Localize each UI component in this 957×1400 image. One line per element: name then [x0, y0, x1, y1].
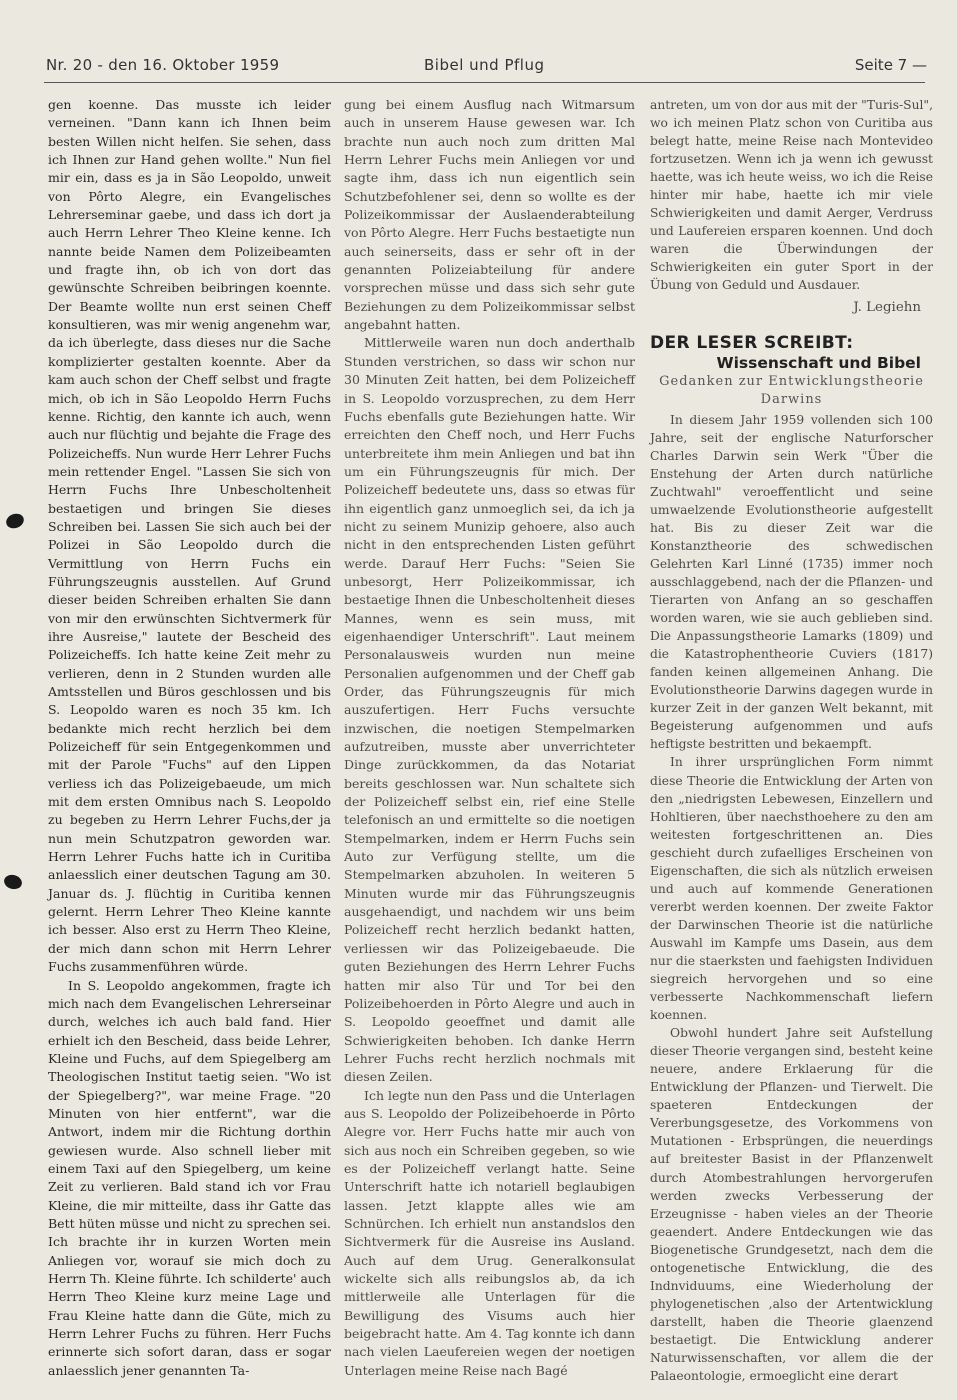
- column-3: [650, 96, 933, 1385]
- paragraph: gen koenne. Das musste ich leider verneinen. "Dann kann ich Ihnen beim besten Willen nicht helfen. Sie sehen, dass ich Ihnen zur Hand gehen wollte." Nun fiel mir ein, dass es ja in São Leopoldo, unweit von Pôrto Alegre, ein Evangelisches Lehrerseminar gaebe, und dass ich dort ja auch Herrn Lehrer Theo Kleine kenne. Ich nannte beide Namen dem Polizeibeamten und fragte ihn, ob ich von dort das gewünschte Schreiben beibringen koennte. Der Beamte wollte nun erst seinen Cheff konsultieren, was mir wenig angenehm war, da ich überlegte, dass dieses nur die Sache komplizierter gestalten koennte. Aber da kam auch schon der Cheff selbst und fragte mich, ob ich in São Leopoldo Herrn Fuchs kenne. Richtig, den kannte ich auch, wenn auch nur flüchtig und bejahte die Frage des Polizeicheffs. Nun wurde Herr Lehrer Fuchs mein rettender Engel. "Lassen Sie sich von Herrn Fuchs Ihre Unbescholtenheit bestaetigen und bringen Sie dieses Schreiben bei. Lassen Sie sich auch bei der Polizei in São Leopoldo durch die Vermittlung von Herrn Fuchs ein Führungszeugnis ausstellen. Auf Grund dieser beiden Schreiben erhalten Sie dann von mir den erwünschten Sichtvermerk für ihre Ausreise," lautete der Bescheid des Polizeicheffs. Ich hatte keine Zeit mehr zu verlieren, denn in 2 Stunden wurden alle Amtsstellen und Büros geschlossen und bis S. Leopoldo waren es noch 35 km. Ich bedankte mich recht herzlich bei dem Polizeicheff für sein Entgegenkommen und mit der Parole "Fuchs" auf den Lippen verliess ich das Polizeigebaeude, um mich mit dem ersten Omnibus nach S. Leopoldo zu begeben zu Herrn Lehrer Fuchs,der ja nun mein Schutzpatron geworden war. Herrn Lehrer Fuchs hatte ich in Curitiba anlaesslich einer deutschen Tagung am 30. Januar ds. J. flüchtig in Curitiba kennen gelernt. Herrn Lehrer Theo Kleine kannte ich besser. Also erst zu Herrn Theo Kleine, der mich dann schon mit Herrn Lehrer Fuchs zusammenführen würde.: [48, 97, 331, 975]
- paragraph: Mittlerweile waren nun doch anderthalb Stunden verstrichen, so dass wir schon nur 30 Minuten Zeit hatten, bei dem Polizeicheff in S. Leopoldo vorzusprechen, zu dem Herr Fuchs ebenfalls gute Beziehungen hatte. Wir erreichten den Cheff noch, und Herr Fuchs unterbreitete ihm mein Anliegen und bat ihn um ein Führungszeugnis für mich. Der Polizeicheff bedeutete uns, dass so etwas für ihn eigentlich ganz unmoeglich sei, da ich ja nicht zu seinem Munizip gehoere, also auch nicht in den entsprechenden Listen geführt werde. Darauf Herr Fuchs: "Seien Sie unbesorgt, Herr Polizeikommissar, ich bestaetige Ihnen die Unbescholtenheit dieses Mannes, wenn es sein muss, mit eigenhaendiger Unterschrift". Laut meinem Personalausweis wurden nun meine Personalien aufgenommen und der Cheff gab Order, das Führungszeugnis für mich auszufertigen. Herr Fuchs versuchte inzwischen, die noetigen Stempelmarken aufzutreiben, musste aber unverrichteter Dinge zurückkommen, da das Notariat bereits geschlossen war. Nun schaltete sich der Polizeicheff selbst ein, rief eine Stelle telefonisch an und ermittelte so die noetigen Stempelmarken, indem er Herrn Fuchs sein Auto zur Verfügung stellte, um die Stempelmarken abzuholen. In weiteren 5 Minuten wurde mir das Führungszeugnis ausgehaendigt, und nachdem wir uns beim Polizeicheff recht herzlich bedankt hatten, verliessen wir das Polizeigebaeude. Die guten Beziehungen des Herrn Lehrer Fuchs hatten mir also Tür und Tor bei den Polizeibehoerden in Pôrto Alegre und auch in S. Leopoldo geoeffnet und damit alle Schwierigkeiten behoben. Ich danke Herrn Lehrer Fuchs recht herzlich nochmals mit diesen Zeilen.: [344, 335, 635, 1085]
- paragraph: In diesem Jahr 1959 vollenden sich 100 Jahre, seit der englische Naturforscher Charles Darwin sein Werk "Über die Enstehung der Arten durch natürliche Zuchtwahl" veroeffentlicht und seine umwaelzende Evolutionstheorie aufgestellt hat. Bis zu dieser Zeit war die Konstanztheorie des schwedischen Gelehrten Karl Linné (1735) immer noch ausschlaggebend, nach der die Pflanzen- und Tierarten von Anfang an so geschaffen worden waren, wie sie auch geblieben sind. Die Anpassungstheorie Lamarks (1809) und die Katastrophentheorie Cuviers (1817) fanden keinen allgemeinen Anhang. Die Evolutionstheorie Darwins dagegen wurde in kurzer Zeit in der ganzen Welt bekannt, mit Begeisterung aufgenommen und aufs heftigste bestritten und bekaempft.: [650, 412, 933, 752]
- paragraph: In ihrer ursprünglichen Form nimmt diese Theorie die Entwicklung der Arten von den „niedrigsten Lebewesen, Einzellern und Hohltieren, über naechsthoehere zu den am weitesten fortgeschrittenen an. Dies geschieht durch zufaelliges Erscheinen von Eigenschaften, die sich als nützlich erweisen und auch auf kommende Generationen vererbt werden koennen. Der zweite Faktor der Darwinschen Theorie ist die natürliche Auswahl im Kampfe ums Dasein, aus dem nur die staerksten und faehigsten Individuen siegreich hervorgehen und so eine verbesserte Nachkommenschaft liefern koennen.: [650, 755, 933, 1023]
- article-subtitle: Gedanken zur Entwicklungstheorie Darwins: [659, 373, 924, 407]
- page-header: [46, 56, 927, 82]
- binding-hole-mark: [4, 511, 26, 530]
- paragraph: In S. Leopoldo angekommen, fragte ich mich nach dem Evangelischen Lehrerseinar durch, welches ich auch bald fand. Hier erhielt ich den Bescheid, dass beide Lehrer, Kleine und Fuchs, auf dem Spiegelberg am Theologischen Institut taetig seien. "Wo ist der Spiegelberg?", war meine Frage. "20 Minuten von hier entfernt", war die Antwort, indem mir die Richtung dorthin gewiesen wurde. Also schnell lieber mit einem Taxi auf den Spiegelberg, um keine Zeit zu verlieren. Bald stand ich vor Frau Kleine, die mir mitteilte, dass ihr Gatte das Bett hüten müsse und nicht zu sprechen sei. Ich brachte ihr in kurzen Worten mein Anliegen vor, worauf sie mich doch zu Herrn Th. Kleine führte. Ich schilderte' auch Herrn Theo Kleine kurz meine Lage und Frau Kleine hatte dann die Güte, mich zu Herrn Lehrer Fuchs zu führen. Herr Fuchs erinnerte sich sofort daran, dass er sogar anlaesslich jener genannten Ta-: [48, 977, 332, 1378]
- header-rule: [44, 82, 925, 83]
- column-2: [344, 96, 635, 1380]
- paragraph: antreten, um von dor aus mit der "Turis-Sul", wo ich meinen Platz schon von Curitiba aus belegt hatte, meine Reise nach Montevideo fortzusetzen. Wenn ich ja wenn ich gewusst haette, was ich heute weiss, wo ich die Reise hinter mir habe, haette ich mir viele Schwierigkeiten und damit Aerger, Verdruss und Laufereien ersparen koennen. Und doch waren die Überwindungen der Schwierigkeiten ein guter Sport in der Übung von Geduld und Ausdauer.: [650, 98, 933, 293]
- binding-hole-mark: [2, 873, 23, 891]
- author-signature: J. Legiehn: [853, 299, 921, 315]
- paragraph: gung bei einem Ausflug nach Witmarsum auch in unserem Hause gewesen war. Ich brachte nun auch noch zum dritten Mal Herrn Lehrer Fuchs mein Anliegen vor und sagte ihm, dass ich nun eigentlich sein Schutzbefohlener sei, denn so wollte es der Polizeikommissar der Auslaenderabteilung von Pôrto Alegre. Herr Fuchs bestaetigte nun auch seinerseits, dass er sehr oft in der genannten Polizeiabteilung für andere vorsprechen müsse und dass sich sehr gute Beziehungen zu dem Polizeikommissar selbst angebahnt hatten.: [344, 97, 635, 333]
- issue-date: Nr. 20 - den 16. Oktober 1959: [46, 56, 280, 74]
- paragraph: Obwohl hundert Jahre seit Aufstellung dieser Theorie vergangen sind, besteht keine neuere, andere Erklaerung für die Entwicklung der Pflanzen- und Tierwelt. Die spaeteren Entdeckungen der Vererbungsgesetze, des Vorkommens von Mutationen - Erbsprüngen, die neuerdings auf breitester Basist in der Pflanzenwelt durch Atombestrahlungen hervorgerufen werden zwecks Verbesserung der Erzeugnisse - haben vieles an der Theorie geaendert. Andere Entdeckungen wie das Biogenetische Grundgesetzt, nach dem die ontogenetische Entwicklung, die des Indnviduums, eine Wiederholung der phylogenetischen ,also der Artentwicklung darstellt, haben die Theorie glaenzend bestaetigt. Die Entwicklung anderer Naturwissenschaften, vor allem die der Palaeontologie, ermoeglicht eine derart: [650, 1026, 933, 1384]
- publication-title: Bibel und Pflug: [424, 56, 545, 74]
- paragraph: Ich legte nun den Pass und die Unterlagen aus S. Leopoldo der Polizeibehoerde in Pôrto Alegre vor. Herr Fuchs hatte mir auch von sich aus noch ein Schreiben gegeben, so wie es der Polizeicheff verlangt hatte. Seine Unterschrift hatte ich notariell beglaubigen lassen. Jetzt klappte alles wie am Schnürchen. Ich erhielt nun anstandslos den Sichtvermerk für die Ausreise ins Ausland. Auch auf dem Urug. Generalkonsulat wickelte sich alls reibungslos ab, da ich mittlerweile alle Unterlagen für die Bewilligung des Visums auch hier beigebracht hatte. Am 4. Tag konnte ich dann nach vielen Laeufereien wegen der noetigen Unterlagen meine Reise nach Bagé: [344, 1087, 635, 1378]
- column-1: [48, 96, 331, 1380]
- page-number: Seite 7 —: [854, 56, 927, 74]
- article-title: Wissenschaft und Bibel: [716, 353, 921, 372]
- section-heading: DER LESER SCREIBT:: [650, 332, 854, 353]
